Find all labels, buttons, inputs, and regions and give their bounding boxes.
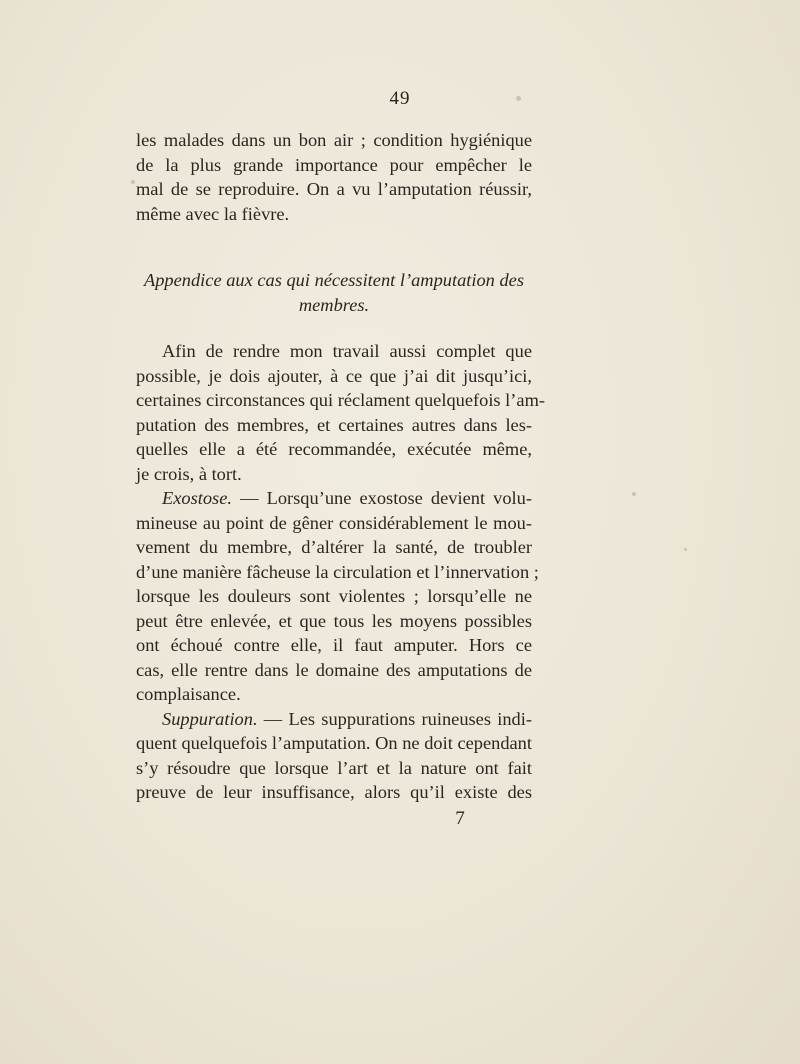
exostose-first-line-text: — Lorsqu’une exostose devient volu- bbox=[231, 488, 532, 508]
exostose-first-line bbox=[136, 486, 532, 511]
paper-speck bbox=[131, 180, 135, 184]
text-line: vement du membre, d’altérer la santé, de troubler bbox=[136, 537, 532, 557]
text-line: de la plus grande importance pour empêcher le bbox=[136, 154, 532, 175]
text-line: ont échoué contre elle, il faut amputer. Hors ce bbox=[136, 635, 532, 655]
text-line: même avec la fièvre. bbox=[136, 203, 290, 224]
section-heading bbox=[136, 268, 532, 317]
text-line: quent quelquefois l’amputation. On ne doit cependant bbox=[136, 733, 532, 753]
text-line: s’y résoudre que lorsque l’art et la nature ont fait bbox=[136, 757, 532, 778]
suppuration-first-line-text: — Les suppurations ruineuses indi- bbox=[257, 708, 532, 729]
paper-speck bbox=[516, 96, 521, 101]
page-number: 49 bbox=[389, 88, 411, 109]
heading-line: membres. bbox=[298, 294, 370, 315]
text-line: les malades dans un bon air ; condition hygiénique bbox=[136, 130, 532, 150]
text-line: certaines circonstances qui réclament quelquefois l’am- bbox=[136, 390, 546, 410]
text-line: Afin de rendre mon travail aussi complet que bbox=[162, 341, 532, 361]
text-line: mal de se reproduire. On a vu l’amputation réussir, bbox=[136, 179, 532, 199]
text-line: d’une manière fâcheuse la circulation et l’innervation ; bbox=[136, 561, 539, 582]
text-line: peut être enlevée, et que tous les moyens possibles bbox=[136, 610, 532, 631]
text-line: lorsque les douleurs sont violentes ; lorsqu’elle ne bbox=[136, 586, 532, 606]
text-line: preuve de leur insuffisance, alors qu’il existe des bbox=[136, 782, 532, 802]
text-line: putation des membres, et certaines autres dans les- bbox=[136, 414, 532, 435]
suppuration-term: Suppuration. bbox=[162, 708, 258, 729]
intro-paragraph bbox=[136, 128, 532, 226]
body-text bbox=[136, 339, 546, 805]
text-line: possible, je dois ajouter, à ce que j’ai dit jusqu’ici, bbox=[136, 365, 532, 386]
exostose-term: Exostose. bbox=[162, 488, 232, 508]
text-line: complaisance. bbox=[136, 684, 241, 704]
text-line: quelles elle a été recommandée, exécutée même, bbox=[136, 439, 532, 459]
suppuration-first-line bbox=[136, 707, 532, 732]
paper-speck bbox=[684, 548, 687, 551]
heading-line: Appendice aux cas qui nécessitent l’amputation des bbox=[144, 270, 524, 290]
text-line: cas, elle rentre dans le domaine des amputations de bbox=[136, 659, 532, 680]
paper-speck bbox=[632, 492, 636, 496]
text-line: je crois, à tort. bbox=[136, 463, 242, 484]
signature-mark: 7 bbox=[455, 808, 465, 829]
text-line: mineuse au point de gêner considérablement le mou- bbox=[136, 512, 532, 533]
